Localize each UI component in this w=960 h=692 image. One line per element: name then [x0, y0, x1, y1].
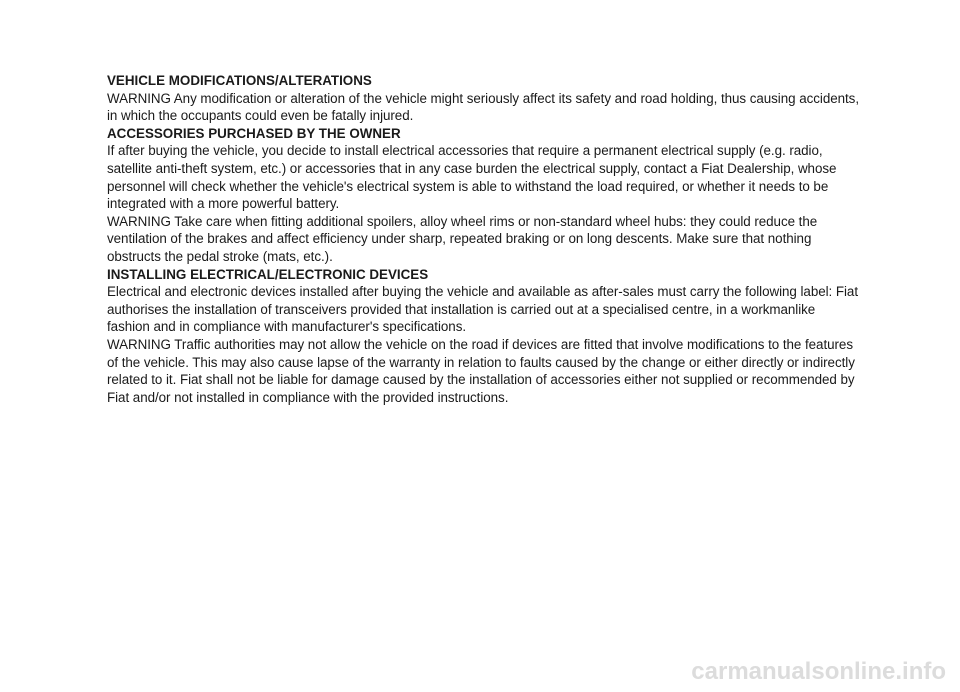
section-accessories-purchased [107, 125, 859, 266]
warning-paragraph: WARNING Any modification or alteration of the vehicle might seriously affect its safety and road holding, thus causing accidents, in which the occupants could even be fatally injured. [107, 90, 859, 124]
watermark: carmanualsonline.info [691, 658, 946, 685]
warning-paragraph: WARNING Traffic authorities may not allow the vehicle on the road if devices are fitted that involve modifications to the features of the vehicle. This may also cause lapse of the warranty in relation to faults caused by the change or either directly or indirectly related to it. Fiat shall not be liable for damage caused by the installation of accessories either not supplied or recommended by Fiat and/or not installed in compliance with the provided instructions. [107, 336, 855, 405]
section-installing-devices [107, 266, 859, 407]
section-vehicle-modifications [107, 72, 859, 125]
section-heading: ACCESSORIES PURCHASED BY THE OWNER [107, 125, 401, 141]
body-paragraph: Electrical and electronic devices installed after buying the vehicle and available as after-sales must carry the following label: Fiat authorises the installation of transceivers provided that installation is carried out at a specialised centre, in a workmanlike fashion and in compliance with manufacturer's specifications. [107, 284, 859, 335]
document-page [107, 72, 859, 406]
section-heading: VEHICLE MODIFICATIONS/ALTERATIONS [107, 73, 372, 88]
body-paragraph: If after buying the vehicle, you decide to install electrical accessories that require a permanent electrical supply (e.g. radio, satellite anti-theft system, etc.) or accessories that in any case burden the electrical supply, contact a Fiat Dealership, whose personnel will check whether the vehicle's electrical system is able to withstand the load required, or whether it needs to be integrated with a more powerful battery. [107, 143, 837, 212]
section-heading: INSTALLING ELECTRICAL/ELECTRONIC DEVICES [107, 266, 429, 282]
warning-paragraph: WARNING Take care when fitting additional spoilers, alloy wheel rims or non-standard wheel hubs: they could reduce the ventilation of the brakes and affect efficiency under sharp, repeated braking or on long descents. Make sure that nothing obstructs the pedal stroke (mats, etc.). [107, 213, 818, 264]
